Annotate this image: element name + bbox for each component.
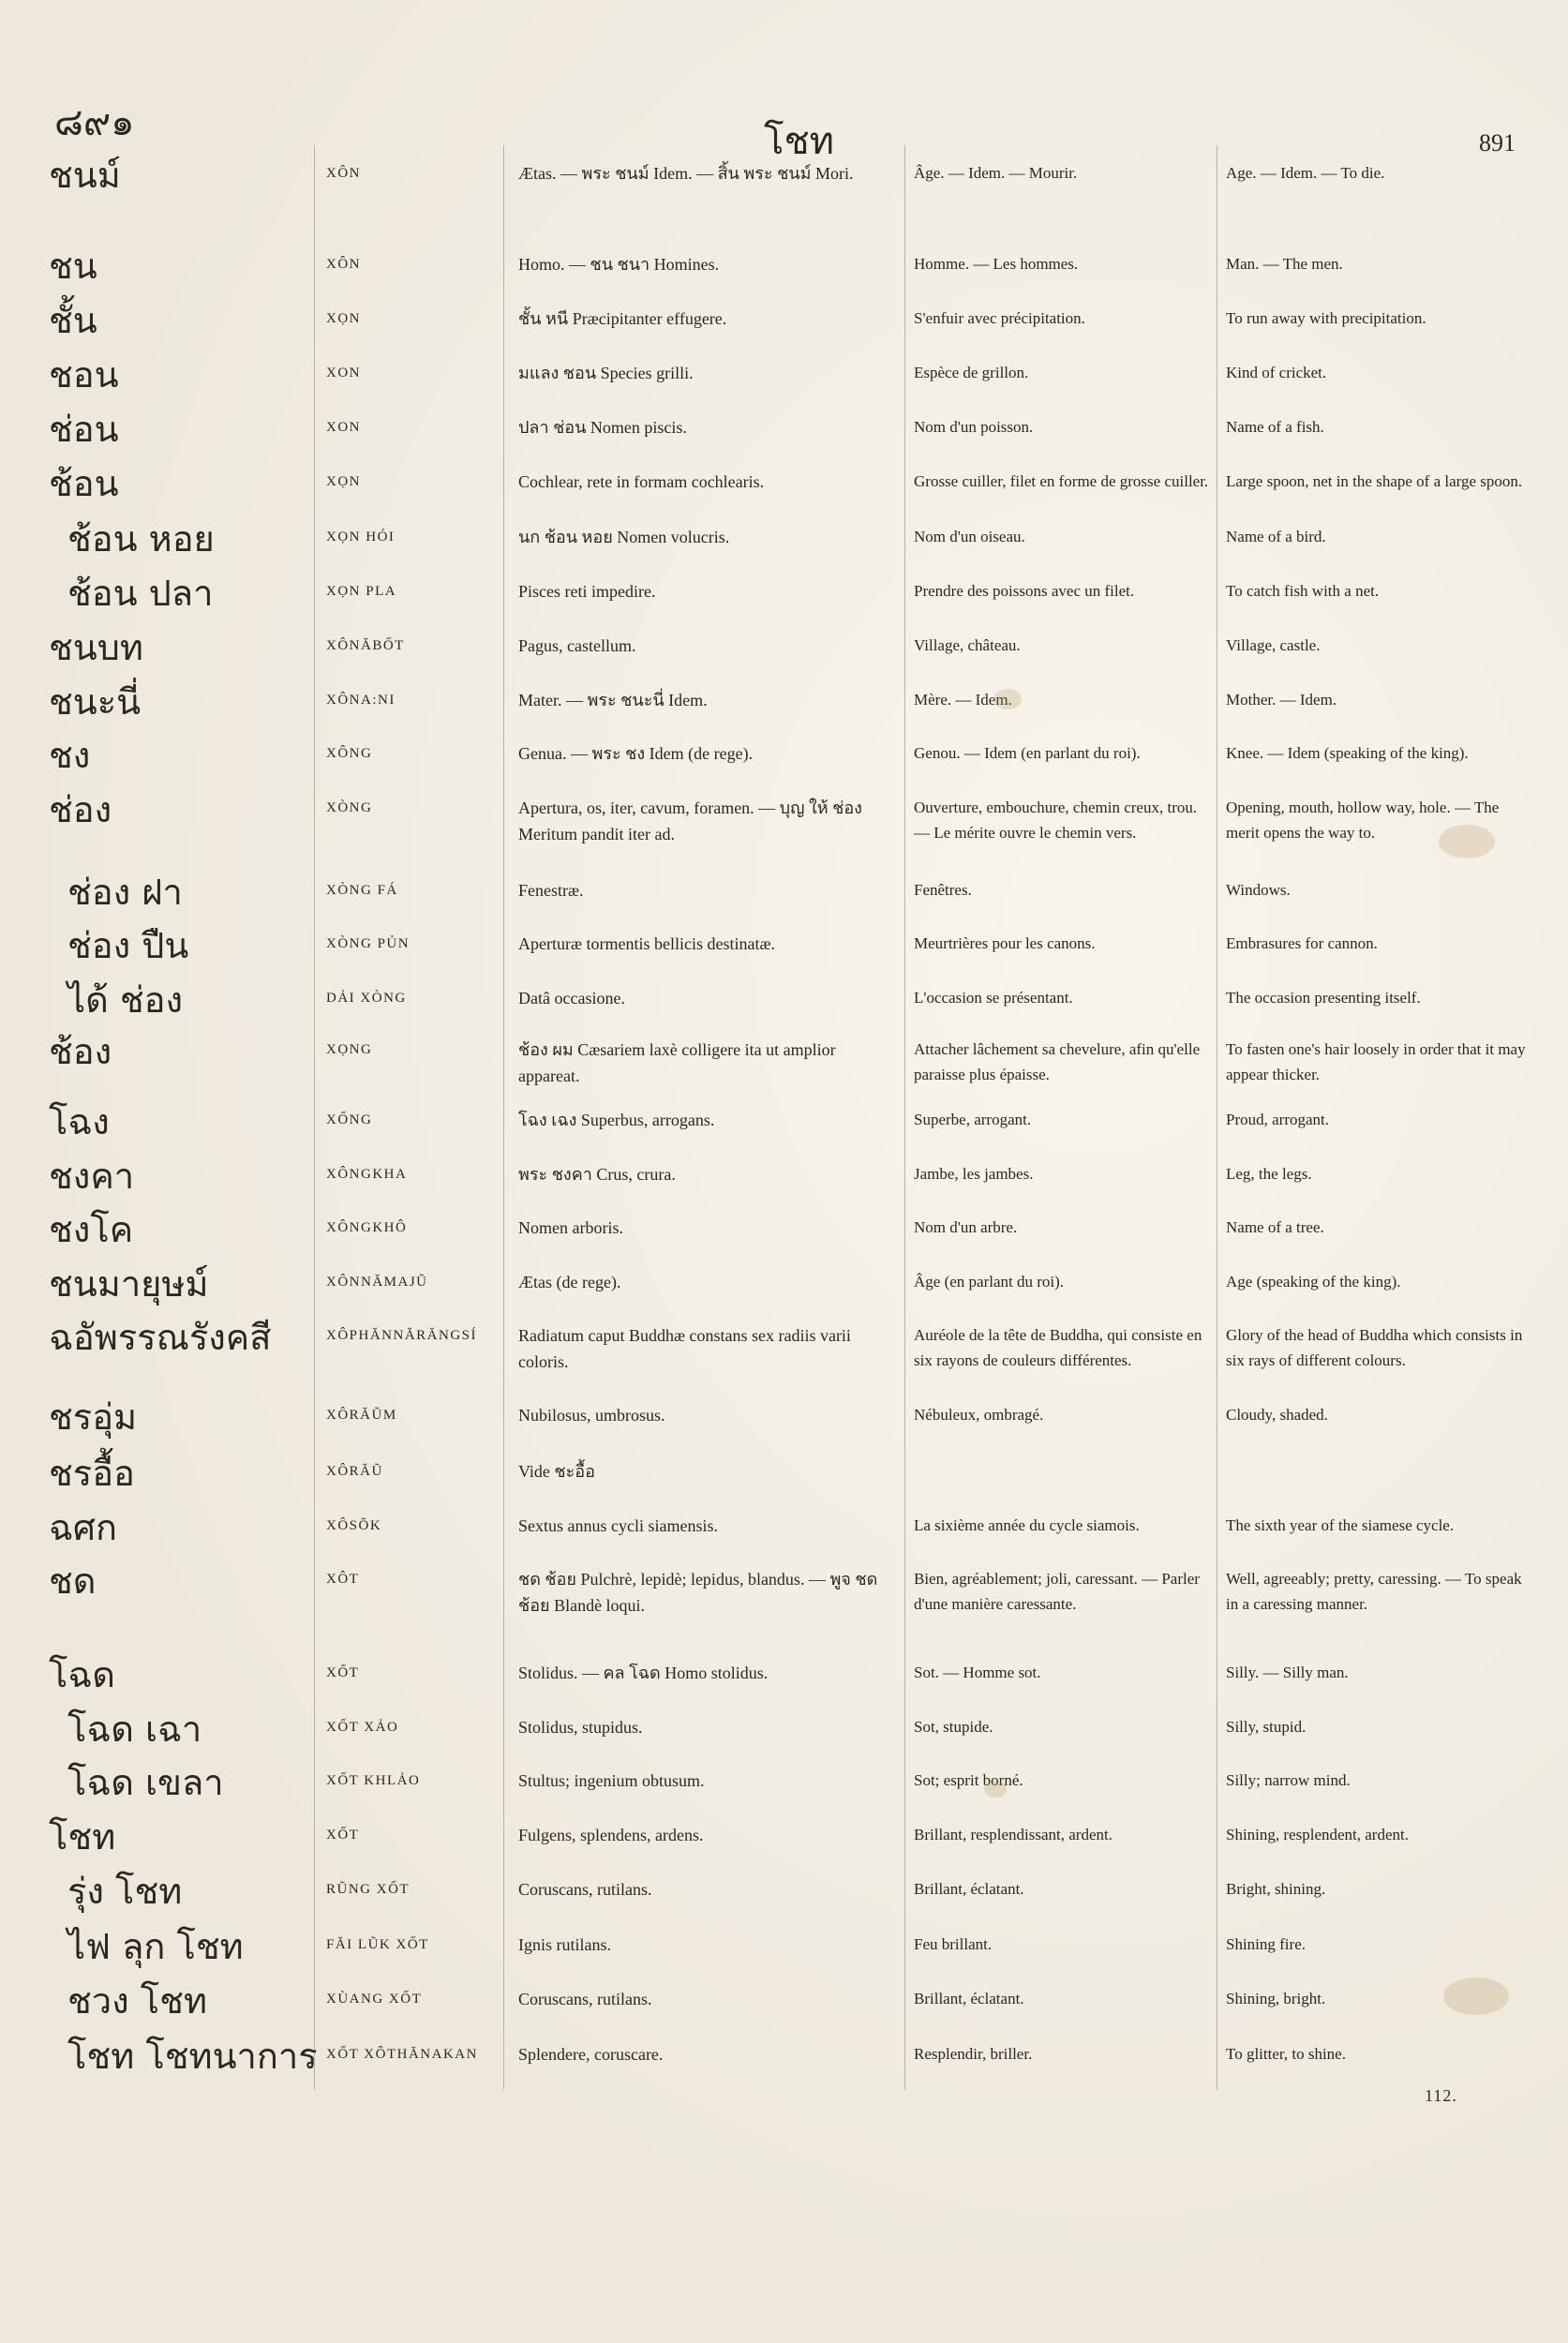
- romanization: XÔN: [326, 166, 361, 181]
- french-definition: Nébuleux, ombragé.: [914, 1406, 1044, 1424]
- romanization: XỌN HÓI: [326, 530, 396, 545]
- french-definition: Âge. — Idem. — Mourir.: [914, 164, 1078, 182]
- latin-definition: Homo. — ชน ชนา Homines.: [518, 255, 720, 274]
- english-definition: To run away with precipitation.: [1226, 309, 1426, 327]
- signature-mark: 112.: [1425, 2086, 1457, 2105]
- thai-headword: ชนบท: [49, 627, 143, 668]
- latin-definition: Radiatum caput Buddhæ constans sex radiis varii coloris.: [518, 1326, 851, 1371]
- column-rule-2: [503, 145, 504, 2090]
- french-definition: L'occasion se présentant.: [914, 989, 1073, 1007]
- latin-definition: Coruscans, rutilans.: [518, 1880, 652, 1899]
- french-definition: Jambe, les jambes.: [914, 1165, 1034, 1183]
- english-definition: Glory of the head of Buddha which consists in six rays of different colours.: [1226, 1326, 1523, 1369]
- english-definition: Name of a bird.: [1226, 528, 1326, 545]
- romanization: DẢI XÒNG: [326, 991, 407, 1006]
- english-definition: Embrasures for cannon.: [1226, 934, 1378, 952]
- english-definition: Proud, arrogant.: [1226, 1111, 1330, 1128]
- english-definition: Windows.: [1226, 881, 1291, 899]
- english-definition: Well, agreeably; pretty, caressing. — To speak in a caressing manner.: [1226, 1570, 1522, 1613]
- english-definition: Silly; narrow mind.: [1226, 1771, 1351, 1789]
- latin-definition: Apertura, os, iter, cavum, foramen. — บุญ ให้ ช่อง Meritum pandit iter ad.: [518, 798, 862, 843]
- french-definition: Mère. — Idem.: [914, 691, 1012, 709]
- latin-definition: Nubilosus, umbrosus.: [518, 1406, 665, 1425]
- romanization: XỌN: [326, 474, 361, 489]
- english-definition: Name of a fish.: [1226, 418, 1324, 436]
- thai-headword: โฉด เฉา: [67, 1709, 202, 1750]
- latin-definition: Genua. — พระ ชง Idem (de rege).: [518, 744, 754, 763]
- thai-headword: ช้อน หอย: [67, 518, 215, 560]
- thai-headword: ช้อน ปลา: [67, 573, 214, 614]
- thai-folio-number: ๘๙๑: [54, 101, 135, 144]
- english-definition: The occasion presenting itself.: [1226, 989, 1421, 1007]
- latin-definition: Ætas. — พระ ชนม์ Idem. — สิ้น พระ ชนม์ Mori.: [518, 164, 854, 183]
- latin-definition: Pagus, castellum.: [518, 636, 636, 655]
- english-definition: Mother. — Idem.: [1226, 691, 1337, 709]
- latin-definition: Sextus annus cycli siamensis.: [518, 1516, 718, 1535]
- romanization: XÔNG: [326, 746, 373, 761]
- french-definition: Nom d'un oiseau.: [914, 528, 1025, 545]
- thai-headword: โฉด: [49, 1654, 115, 1695]
- latin-definition: Aperturæ tormentis bellicis destinatæ.: [518, 934, 775, 953]
- english-definition: Man. — The men.: [1226, 255, 1343, 273]
- thai-headword: ได้ ช่อง: [67, 979, 184, 1021]
- english-definition: To fasten one's hair loosely in order that it may appear thicker.: [1226, 1040, 1526, 1083]
- thai-headword: โฉด เขลา: [67, 1762, 224, 1803]
- french-definition: Sot. — Homme sot.: [914, 1664, 1041, 1681]
- romanization: XÔT: [326, 1572, 360, 1587]
- latin-definition: Cochlear, rete in formam cochlearis.: [518, 472, 765, 491]
- english-definition: Name of a tree.: [1226, 1218, 1324, 1236]
- thai-headword: ชงคา: [49, 1156, 135, 1197]
- thai-headword: ชนมายุษม์: [49, 1263, 209, 1305]
- french-definition: Village, château.: [914, 636, 1021, 654]
- latin-definition: ชั้น หนี Præcipitanter effugere.: [518, 309, 727, 328]
- english-definition: Shining fire.: [1226, 1935, 1306, 1953]
- romanization: XÒNG PỦN: [326, 936, 411, 951]
- latin-definition: ช้อง ผม Cæsariem laxè colligere ita ut amplior appareat.: [518, 1040, 836, 1085]
- french-definition: Resplendir, briller.: [914, 2045, 1033, 2063]
- romanization: XỐT: [326, 1665, 360, 1680]
- thai-headword: ฉอัพรรณรังคสี: [49, 1317, 272, 1358]
- latin-definition: Stultus; ingenium obtusum.: [518, 1771, 705, 1790]
- french-definition: Superbe, arrogant.: [914, 1111, 1032, 1128]
- latin-definition: Ignis rutilans.: [518, 1935, 611, 1954]
- latin-definition: Vide ชะอื้อ: [518, 1462, 595, 1481]
- french-definition: Attacher lâchement sa chevelure, afin qu'elle paraisse plus épaisse.: [914, 1040, 1201, 1083]
- romanization: XỌN: [326, 311, 361, 326]
- english-definition: Bright, shining.: [1226, 1880, 1326, 1898]
- thai-headword: ฉศก: [49, 1507, 118, 1548]
- romanization: XỐNG: [326, 1112, 373, 1127]
- english-definition: Shining, resplendent, ardent.: [1226, 1826, 1409, 1843]
- french-definition: Nom d'un poisson.: [914, 418, 1034, 436]
- romanization: XÔNNĂMAJŨ: [326, 1275, 428, 1290]
- romanization: XÔNA:NI: [326, 693, 396, 708]
- english-definition: The sixth year of the siamese cycle.: [1226, 1516, 1455, 1534]
- english-definition: To glitter, to shine.: [1226, 2045, 1346, 2063]
- english-definition: Knee. — Idem (speaking of the king).: [1226, 744, 1469, 762]
- romanization: XỐT XÔTHĂNAKAN: [326, 2047, 478, 2062]
- thai-headword: ช่อง: [49, 789, 112, 830]
- running-head: โชท: [764, 120, 834, 163]
- thai-headword: ชง: [49, 735, 91, 776]
- french-definition: Homme. — Les hommes.: [914, 255, 1079, 273]
- romanization: RŨNG XỐT: [326, 1882, 411, 1897]
- foxing-spot: [984, 1781, 1007, 1798]
- romanization: XÙANG XỐT: [326, 1992, 423, 2007]
- latin-definition: Pisces reti impedire.: [518, 582, 656, 601]
- french-definition: Sot; esprit borné.: [914, 1771, 1023, 1789]
- latin-definition: ปลา ช่อน Nomen piscis.: [518, 418, 687, 437]
- romanization: XÒNG FÁ: [326, 883, 398, 898]
- latin-definition: Splendere, coruscare.: [518, 2045, 664, 2064]
- french-definition: Prendre des poissons avec un filet.: [914, 582, 1135, 600]
- french-definition: Sot, stupide.: [914, 1718, 993, 1736]
- thai-headword: ไฟ ลุก โชท: [67, 1926, 244, 1967]
- thai-headword: ช่อง ปืน: [67, 925, 189, 966]
- latin-definition: Datâ occasione.: [518, 989, 625, 1007]
- french-definition: Nom d'un arbre.: [914, 1218, 1018, 1236]
- romanization: XÔNGKHA: [326, 1167, 408, 1182]
- romanization: XÒNG: [326, 800, 373, 815]
- latin-definition: โฉง เฉง Superbus, arrogans.: [518, 1111, 715, 1129]
- english-definition: To catch fish with a net.: [1226, 582, 1380, 600]
- romanization: XÔNGKHÔ: [326, 1220, 408, 1235]
- english-definition: Kind of cricket.: [1226, 364, 1327, 381]
- english-definition: Silly, stupid.: [1226, 1718, 1307, 1736]
- french-definition: Brillant, resplendissant, ardent.: [914, 1826, 1113, 1843]
- english-definition: Village, castle.: [1226, 636, 1321, 654]
- french-definition: Ouverture, embouchure, chemin creux, trou. — Le mérite ouvre le chemin vers.: [914, 798, 1198, 842]
- thai-headword: ชนม์: [49, 155, 121, 196]
- thai-headword: ช้อง: [49, 1031, 112, 1072]
- latin-definition: มแลง ชอน Species grilli.: [518, 364, 694, 382]
- latin-definition: นก ช้อน หอย Nomen volucris.: [518, 528, 730, 546]
- romanization: XỐT XẢO: [326, 1720, 399, 1735]
- latin-definition: Stolidus, stupidus.: [518, 1718, 643, 1737]
- french-definition: Grosse cuiller, filet en forme de grosse cuiller.: [914, 472, 1209, 490]
- romanization: XON: [326, 420, 361, 435]
- thai-headword: ช่อง ฝา: [67, 872, 183, 913]
- english-definition: Opening, mouth, hollow way, hole. — The merit opens the way to.: [1226, 798, 1500, 842]
- romanization: XỐT KHLẢO: [326, 1773, 421, 1788]
- thai-headword: ชรอื้อ: [49, 1453, 135, 1494]
- thai-headword: โชท: [49, 1816, 116, 1858]
- french-definition: Fenêtres.: [914, 881, 972, 899]
- latin-definition: ชด ช้อย Pulchrè, lepidè; lepidus, blandus. — พูจ ชด ช้อย Blandè loqui.: [518, 1570, 878, 1615]
- foxing-spot: [1443, 1977, 1509, 2015]
- english-definition: Cloudy, shaded.: [1226, 1406, 1328, 1424]
- romanization: FĂI LŨK XỐT: [326, 1937, 429, 1952]
- thai-headword: ชั้น: [49, 300, 97, 341]
- thai-headword: ช่อน: [49, 409, 119, 450]
- latin-definition: Coruscans, rutilans.: [518, 1990, 652, 2008]
- french-definition: Bien, agréablement; joli, caressant. — Parler d'une manière caressante.: [914, 1570, 1200, 1613]
- romanization: XỌNG: [326, 1042, 373, 1057]
- romanization: XÔRĂŨ: [326, 1464, 383, 1479]
- english-definition: Leg, the legs.: [1226, 1165, 1312, 1183]
- thai-headword: ชน: [49, 246, 97, 287]
- romanization: XỐT: [326, 1828, 360, 1843]
- latin-definition: Stolidus. — คล โฉด Homo stolidus.: [518, 1664, 769, 1682]
- latin-definition: Fulgens, splendens, ardens.: [518, 1826, 704, 1844]
- thai-headword: ชรอุ่ม: [49, 1396, 138, 1438]
- thai-headword: โฉง: [49, 1101, 110, 1142]
- thai-headword: ชงโค: [49, 1209, 134, 1250]
- thai-headword: ชนะนี่: [49, 681, 142, 723]
- french-definition: Brillant, éclatant.: [914, 1990, 1024, 2007]
- french-definition: Brillant, éclatant.: [914, 1880, 1024, 1898]
- romanization: XÔRĂŨM: [326, 1408, 397, 1423]
- thai-headword: ช้อน: [49, 463, 119, 504]
- latin-definition: Fenestræ.: [518, 881, 584, 900]
- french-definition: Genou. — Idem (en parlant du roi).: [914, 744, 1141, 762]
- latin-definition: Ætas (de rege).: [518, 1273, 621, 1291]
- romanization: XÔNĂBỐT: [326, 638, 405, 653]
- french-definition: Feu brillant.: [914, 1935, 993, 1953]
- french-definition: Auréole de la tête de Buddha, qui consiste en six rayons de couleurs différentes.: [914, 1326, 1202, 1369]
- english-definition: Large spoon, net in the shape of a large spoon.: [1226, 472, 1523, 490]
- page-number: 891: [1479, 129, 1516, 157]
- foxing-spot: [993, 689, 1022, 709]
- romanization: XON: [326, 366, 361, 381]
- french-definition: Espèce de grillon.: [914, 364, 1029, 381]
- thai-headword: รุ่ง โชท: [67, 1871, 183, 1912]
- thai-headword: ชวง โชท: [67, 1980, 208, 2022]
- english-definition: Silly. — Silly man.: [1226, 1664, 1349, 1681]
- french-definition: Âge (en parlant du roi).: [914, 1273, 1065, 1291]
- romanization: XÔPHĂNNĂRĂNGSÍ: [326, 1328, 478, 1343]
- french-definition: Meurtrières pour les canons.: [914, 934, 1096, 952]
- foxing-spot: [1439, 825, 1495, 858]
- column-rule-3: [904, 145, 905, 2090]
- french-definition: S'enfuir avec précipitation.: [914, 309, 1085, 327]
- latin-definition: พระ ชงคา Crus, crura.: [518, 1165, 676, 1184]
- english-definition: Age. — Idem. — To die.: [1226, 164, 1385, 182]
- latin-definition: Mater. — พระ ชนะนี่ Idem.: [518, 691, 708, 709]
- english-definition: Shining, bright.: [1226, 1990, 1326, 2007]
- latin-definition: Nomen arboris.: [518, 1218, 623, 1237]
- romanization: XỌN PLA: [326, 584, 397, 599]
- romanization: XÔN: [326, 257, 361, 272]
- french-definition: La sixième année du cycle siamois.: [914, 1516, 1140, 1534]
- romanization: XÔSÕK: [326, 1518, 382, 1533]
- thai-headword: ชอน: [49, 354, 119, 395]
- column-rule-1: [314, 145, 315, 2090]
- english-definition: Age (speaking of the king).: [1226, 1273, 1401, 1291]
- thai-headword: โชท โชทนาการ: [67, 2036, 318, 2077]
- thai-headword: ชด: [49, 1560, 97, 1602]
